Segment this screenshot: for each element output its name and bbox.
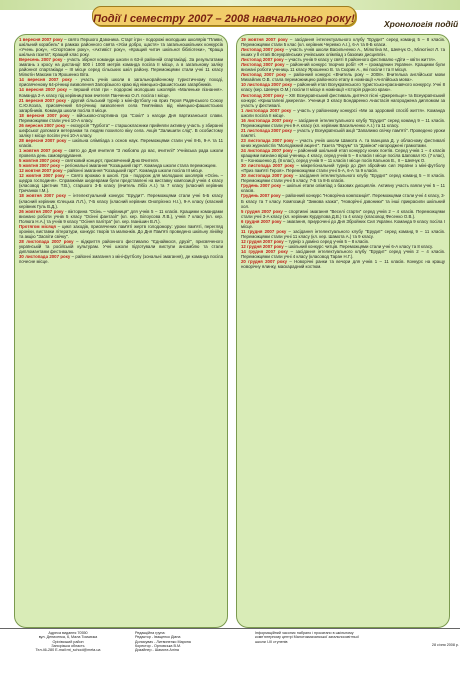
event-entry [241,93,445,108]
event-date: 24 листопада 2007 року [241,148,293,154]
event-entry [241,108,445,118]
event-entry [241,62,445,72]
event-date: 28 вересня 2007 року [19,137,67,143]
event-entry [19,173,223,193]
event-entry [241,173,445,183]
footer-line: Інформаційний часопис набрано і прокатано в шкільному [255,631,354,635]
event-date: 14 грудня 2007 року [241,248,288,254]
event-entry [19,87,223,97]
event-entry [19,37,223,57]
event-text: – святковий концерт, присвячений Дню Вчителя. [60,158,159,164]
event-text: – Новорічні ранки та вечори для учнів 1 – 11 класів. Конкурс на кращу новорічну ялинку, маскарадний костюм. [241,259,446,270]
event-text: – участь учнів школи Васильченко А., Мілютіна М., Шевчук О., Мілютіної Л. та інших у Ⅱ етапі Всеукраїнських учнівських олімпіад з базових дисциплін. [241,47,445,58]
event-date: Листопад 2007 року [241,72,287,78]
event-entry [19,224,223,239]
event-date: 20 грудня 2007 року [241,259,288,265]
left-column [14,34,228,684]
event-text: – цикл заходів, присвячених пам'яті жертв голодомору: уроки пам'яті, перегляд хроніки, виставки літератури, конкурс творів та малюнків. До Дня Пам'яті проведено шкільну лінійку та акцію "Засвіти свічку". [19,223,224,239]
event-date: 21 листопада 2007 року [241,127,292,133]
event-text: – районний шкільний етап конкурсу юних поетів. Серед учнів 1 – 4 класів кращими визнано вірші учениць 4 класу, серед учнів 5 – 8 класів І місце посіла Шаповал Ю. (7 клас), ІІ – Конюшенко Д. (8 клас), серед учнів 9 – 11 класів І місце посів Кальнов В., ІІ – Шевчук О. [241,148,445,164]
event-date: Вересень 2007 року [19,57,63,63]
event-entry [241,259,445,269]
event-entry [241,163,445,173]
event-text: – шкільний конкурс читців. Переможцями стали учні 6-А класу та 8 класу. [283,243,433,249]
right-column-panel [236,34,450,628]
event-date: 10 листопада 2007 року [241,82,293,88]
event-entry [19,77,223,87]
event-entry [19,254,223,264]
event-date: Протягом місяця [19,223,56,229]
footer [0,628,460,651]
event-entry [19,148,223,158]
event-date: 21 вересня 2007 року [19,97,67,103]
event-entry [19,138,223,148]
event-text: – участь учнів школи Шамота А. та Іванцова Д. у обласному фестивалі юних журналістів "Молодіжний акцент". Газета "Форум" та "Дзвінок" нагороджені грамотами. [241,137,446,148]
event-date: 12 жовтня 2007 року [19,168,63,174]
right-column [236,34,450,684]
event-text: – участь учнів 9 класу у святі ІІ районного фестивалю «Діти – квіти життя». [283,57,437,63]
footer-line: Запорізька область [51,643,85,648]
event-date: 1 вересня 2007 року [19,37,63,42]
footer-line: Оріхівський район [52,639,84,644]
event-date: 26 вересня 2007 року [19,122,66,128]
event-text: – районний конкурс «Вчитель року – 2008». Вчителька англійської мови Михайлик О.В. стала переможницею районного етапу в номінації «Англійська мова». [241,72,445,83]
event-date: 30 листопада 2007 року [241,163,295,169]
event-text: – засідання інтелектуального клубу "Ерудит" серед учнів 2 – 4 класів. Переможцями стали учні 4 класу (класовод Таран Н.Г.). [241,248,446,260]
footer-address [8,631,128,652]
event-date: 11 грудня 2007 року [241,228,287,234]
event-text: - військово-спортивна гра "Сокіл" з нагоди Дня партизанської слави. Переможцями стали учні 10-А класу. [19,112,223,123]
footer-line: школи І-ІІІ ступенів [255,639,288,644]
event-text: – засідання інтелектуального клубу "Ерудит" серед команд 5 – 8 класів. Переможцями стали 5 клас (кл. керівник Черевко А.І.), 6-А та 8-Б класи. [241,37,445,48]
event-text: – районний етап Всеукраїнського туристсько-краєзнавчого конкурсу. Учні 8 класу (кер. Шевчук О.М.) посіли ІІ місце в номінації «Історія рідного краю». [241,82,445,93]
event-text: - другий сільський турнір з міні-футболу на приз Героя Радянського Союзу С.Ю.Козла, присвячений 64-річниці визволення села Тем'янівка від німецько-фашистських загарбників. Команда школи посіла ІІ місце. [19,97,223,113]
event-text: – турнір з доміно серед учнів 5 – 8 класів. [283,238,369,244]
event-text: – шкільні етапи олімпіад з базових дисциплін. Активну участь взяли учні 5 – 11 класів. [241,183,446,194]
footer-line: Редакційна група: [135,631,166,635]
event-entry [241,249,445,259]
event-date: 12 жовтня 2007 року [19,173,65,179]
event-text: – участь у районному конкурсі «Ми за здоровий спосіб життя». Команда школи посіла ІІ місце. [241,107,445,118]
event-date: 28 листопада 2007 року [19,238,74,244]
event-entry [19,98,223,113]
page-title: Події І семестру 2007 – 2008 навчального року! [93,13,355,25]
event-date: 1 жовтня 2007 року [19,148,63,154]
event-date: 18 вересня 2007 року [19,112,70,118]
event-date: Листопад 2007 року [241,92,284,98]
event-entry [241,183,445,193]
event-date: 16 листопада 2007 року [241,117,293,123]
footer-print-info [255,631,395,644]
event-entry [241,209,445,219]
event-entry [241,47,445,57]
event-entry [19,209,223,224]
event-entry [241,118,445,128]
event-entry [19,193,223,208]
event-date: 23 листопада 2007 року [241,137,294,143]
event-date: 30 листопада 2007 року [241,173,294,179]
event-entry [241,82,445,92]
event-text: – участь у Всеукраїнській акції "Запалимо свічку пам'яті". Проведено уроки пам'яті. [241,127,445,138]
event-text: – перший етап гри - подорожі молодших школярів «Маленьке пізнання». Команда 2-А класу під керівництвом вчителя Панченко О.Л. посіла І місце. [19,87,223,98]
footer-line: Редактор - Іващенко Діана [135,635,181,640]
event-date: 5 жовтня 2007 року [19,158,61,164]
event-text: – міжрегіональний турнір до Дня збройних сил України з міні-футболу «Приз пам'яті Героя». Переможцями стали учні 5-А, 6-А та 9 класів. [241,163,445,174]
event-text: – спортивні змагання "Веселі старти" серед учнів 2 – 4 класів. Переможцями стали учні 3-А класу (кл. керівник Курдупова Д.В.) та 4 класу (класовод Фесенко О.В.). [241,208,445,219]
event-date: 12 грудня 2007 року [241,243,284,249]
event-date: 6 грудня 2007 року [241,218,282,224]
left-column-panel [14,34,228,628]
event-entry [19,113,223,123]
event-date: 18 жовтня 2007 року [19,193,67,199]
event-date: 5 грудня 2007 року [241,208,283,214]
event-date: 5 жовтня 2007 року [19,163,61,169]
event-entry [241,138,445,148]
event-text: – свято до Дня вчителя "З любов'ю до вас, вчителі!" Учнівська рада школи провела день самоврядування. [19,148,223,159]
footer-line: Адреса видання 70550 [48,631,88,635]
event-text: – шкільна олімпіада з основ наук. Переможцями стали учні 8-Б, 9-А та 11 класів. [19,137,223,148]
event-text: - участь учнів школи в загальнорайонному туристичному поході, присвяченому 64-річниці визволення Запорізького краю від німецько-фашистських загарбників. [19,77,223,88]
event-text: - вікторина "Осінь – чарівниця" для учнів 5 – 11 класів. Кращими командами визнано роботи учнів 5 класу "Осінні фантазії" (кл. кер. Білоусова Л.В.), учнів 7 класу (кл. кер. Полюга Н.А.) та учнів 9 класу "Осіння палітра" (кл. кер. Іванішин В.Л.). [19,208,223,224]
event-date: 12 грудня 2007 року [241,238,284,244]
event-entry [241,219,445,229]
footer-line: комп'ютерному центрі Малотокмачанської загальноосвітньої [255,635,359,640]
event-text: – засідання інтелектуального клубу "Ерудит" серед команд 9 – 11 класів. Переможцями стали учні 11 класу (кл. кер. Шамота А.) та 9 класу. [241,228,445,239]
event-text: - участь збірної команди школи в 63-й районній спартакіаді. За результатами змагань з кросу на дистанції 500 і 1000 метрів команда посіла ІІ місце, а в загальному заліку районної спартакіади – ІІІ місце серед сільських шкіл району. Переможцями стали учні 11 класу Мілютін Максим та Ярошенко Віта. [19,57,223,78]
event-entry [19,123,223,138]
event-text: – районний конкурс "Новорічна композиція". Переможцями стали учні 4 класу, 3-Б класу та 7 класу. Композиції "Зимова казка", "Новорічні дзвоники" та інші прикрасили шкільний хол. [241,193,446,209]
event-date: 1 листопада 2007 року [241,107,292,113]
event-text: – районний конкурс творчих робіт «Я – громадянин України». Кращими були визнані роботи учениць 11 класу Ярошенко В. та Скорик А., які посіли І та ІІ місця. [241,62,445,73]
event-text: – засідання інтелектуального клубу "Ерудит" серед команд 9 – 11 класів. Переможцями стали учні 9-А класу (кл. керівник Васильченко А.І.) та 11 класу. [241,117,445,128]
event-entry [19,57,223,77]
footer-editorial-team [135,631,247,652]
event-text: – відкриття районного фестивалю "Єднаймося, друзі!", присвяченого українській та російській культурам. Учні школи підготували виступи ансамблю та стали дипломантами фестивалю. [19,238,224,254]
event-date: 19 жовтня 2007 року [241,37,288,42]
event-entry [241,148,445,163]
event-text: – інтелектуальний конкурс "Ерудит". Переможцями стали учні 5-Б класу (класний керівник Єлецька Л.Л.), 7-Б класу (класний керівник Онопрієнко Н.І.), 9-А класу (класний керівник Гуль В.Д.). [19,193,223,209]
right-column-text [241,37,445,269]
event-text: – ХІІІ Всеукраїнський фестиваль дитячої пісні «Джерельце» та Всеукраїнський конкурс «Кришталеві джерела». Учениця 3 класу Бондаренко Анастасія нагороджена дипломом за участь у фестивалі. [241,92,445,108]
section-title: Хронологія подій [384,19,459,29]
event-entry [241,229,445,239]
event-date: Листопад 2007 року [241,57,284,63]
event-date: Листопад 2007 року [241,47,285,53]
event-text: – екскурсія "Турбота" – старшокласники прийняли активну участь у збиранні шефської допомоги ветеранам та людям похилого віку села. Акція "Залишити слід". В особистому заліку І місце посіли учні 10-А класу. [19,122,223,138]
issue-date: 28 січня 2008 р. [431,643,459,647]
event-text: – засідання інтелектуального клубу "Ерудит" серед команд 5 – 8 класів. Переможцями стали учні 5 класу, 7-Б та 8-Б класів. [241,173,446,184]
footer-line: Дописувач - Литвиненко Марина [135,639,191,644]
newspaper-banner [92,6,356,26]
event-date: Грудень 2007 року [241,183,282,189]
event-entry [241,72,445,82]
left-column-text [19,37,223,264]
footer-line: вул. Денисенка, 6, Малa Токмачка [38,635,98,640]
event-text: – районні змагання з міні-футболу (зональні змагання), де команда посіла почесне місце. [19,254,223,265]
event-text: – районні змагання "Козацький гарт". Команда школи посіла ІІІ місце. [62,168,204,174]
event-date: Листопад 2007 року [241,62,285,68]
event-text: – свято Першого Дзвоника. Старт ігри - подорожі молодших школярів "Пливи, шкільний корабель" в рамках районного свята «Усім добро, щастя» та загальношкільних конкурсів «Учень року», «Спортсмен року», «Активіст року», «Кращий читач шкільної бібліотеки», "Краща шкільна газета"; Кращий клас року. [19,37,223,58]
footer-line: Дизайнер - Шамота Аліна [135,648,179,653]
event-date: Грудень 2007 року [241,193,281,199]
event-date: 30 листопада 2007 року [19,254,71,260]
footer-line: Коректор - Орловська В.М. [135,643,182,648]
event-date: 14 вересня 2007 року [19,87,68,93]
event-date: 26 жовтня 2007 року [19,208,64,214]
footer-line: Тел.46-280 E-mail:mt_school@meta.ua [35,648,101,653]
event-entry [241,193,445,208]
event-text: – змагання, приурочені до Дня Збройних Сил України. Команда 9 класу посіла І місце. [241,218,445,229]
event-entry [241,37,445,47]
event-text: – регіональні змагання "Козацький гарт". Команда школи стала переможцем. [60,163,217,169]
event-text: – Свято врожаю в школі. Гра - подорож для молодших школярів «Осінь – щедра господиня». Справжніми шедеврами були представлені на виставку композиції учнів 4 класу (класовод Цвєтник Т.В.), старшого 3-Б класу (вчитель Лібіз А.І.) та 7 класу (класний керівник Гричанюк І.М.). [19,173,223,194]
event-entry [241,128,445,138]
event-date: 14 вересня 2007 року [19,77,73,83]
event-entry [19,239,223,254]
